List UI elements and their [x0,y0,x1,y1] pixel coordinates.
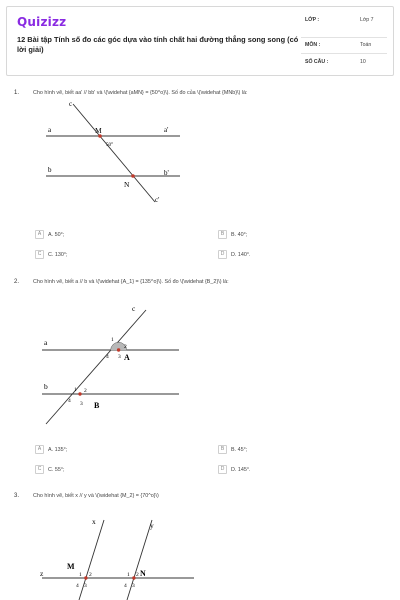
option-text: C. 130°; [48,251,68,258]
question-text: Cho hình vẽ, biết a // b và \(\widehat {A_1} = {135^o}\). Số đo \(\widehat {B_2}\) là: [33,279,229,285]
option-text: C. 55°; [48,466,65,473]
count-value: 10 [360,59,366,65]
angle-b4-label: 4 [68,398,71,404]
line-c-prime-label: c' [155,196,160,204]
quizizz-logo: Quizizz [17,15,67,29]
point-m-label: M [95,126,102,135]
question-number: 3. [14,493,20,499]
line-b-label: b [48,166,52,174]
question-1-figure [40,98,190,210]
meta-divider [301,37,387,38]
line-a-label: a [44,338,48,347]
option-checkbox[interactable]: A [35,230,44,239]
subject-value: Toán [360,42,372,48]
angle-a4-label: 4 [106,354,109,360]
option-checkbox[interactable]: C [35,465,44,474]
subject-label: MÔN : [305,42,321,48]
angle-m2-label: 2 [89,572,92,578]
point-m-label: M [67,562,75,571]
line-a-label: a [48,126,52,134]
worksheet-title: 12 Bài tập Tính số đo các góc dựa vào tính chất hai đường thẳng song song (có lời giải) [17,35,299,54]
line-c-label: c [132,304,136,313]
question-text: Cho hình vẽ, biết x // y và \(\widehat {M_2} = {70^o}\) [33,493,159,499]
angle-n4-label: 4 [124,583,127,589]
option-text: B. 45°; [231,446,248,453]
option-text: D. 140°. [231,251,251,258]
point-b-label: B [94,401,100,410]
line-b-label: b [44,382,48,391]
angle-b3-label: 3 [80,401,83,407]
question-text: Cho hình vẽ, biết aa' // bb' và \(\widehat {aMN} = {50^o}\). Số đo của \(\widehat {MNb}\) là: [33,90,248,96]
option-text: A. 135°; [48,446,68,453]
line-y-label: y [150,521,154,530]
option-checkbox[interactable]: C [35,250,44,259]
option-text: B. 40°; [231,231,248,238]
option-text: D. 145°. [231,466,251,473]
angle-n3-label: 3 [132,583,135,589]
angle-value-label: 50° [106,143,113,148]
angle-a3-label: 3 [118,354,121,360]
option-checkbox[interactable]: B [218,445,227,454]
worksheet-meta [295,7,393,75]
line-c-label: c [69,100,73,108]
angle-m1-label: 1 [79,572,82,578]
meta-divider [301,53,387,54]
angle-b1-label: 1 [74,387,77,393]
option-checkbox[interactable]: A [35,445,44,454]
option-checkbox[interactable]: D [218,250,227,259]
worksheet-header [6,6,394,76]
option-checkbox[interactable]: B [218,230,227,239]
point-a-label: A [124,353,130,362]
option-checkbox[interactable]: D [218,465,227,474]
question-3-figure [36,512,196,600]
angle-n2-label: 2 [136,572,139,578]
option-text: A. 50°; [48,231,65,238]
class-label: LỚP : [305,17,320,23]
question-2-figure [36,298,186,430]
angle-a1-label: 1 [111,337,114,343]
angle-n1-label: 1 [127,572,130,578]
angle-m4-label: 4 [76,583,79,589]
point-n-label: N [140,569,146,578]
line-x-label: x [92,517,96,526]
question-number: 2. [14,279,20,285]
line-a-prime-label: a' [164,126,169,134]
count-label: SỐ CÂU : [305,59,329,65]
line-z-label: z [40,569,44,578]
angle-m3-label: 3 [84,583,87,589]
line-b-prime-label: b' [164,169,169,177]
angle-b2-label: 2 [84,388,87,394]
angle-a2-label: 2 [124,344,127,350]
class-value: Lớp 7 [360,17,374,23]
point-n-label: N [124,180,130,189]
question-number: 1. [14,90,20,96]
